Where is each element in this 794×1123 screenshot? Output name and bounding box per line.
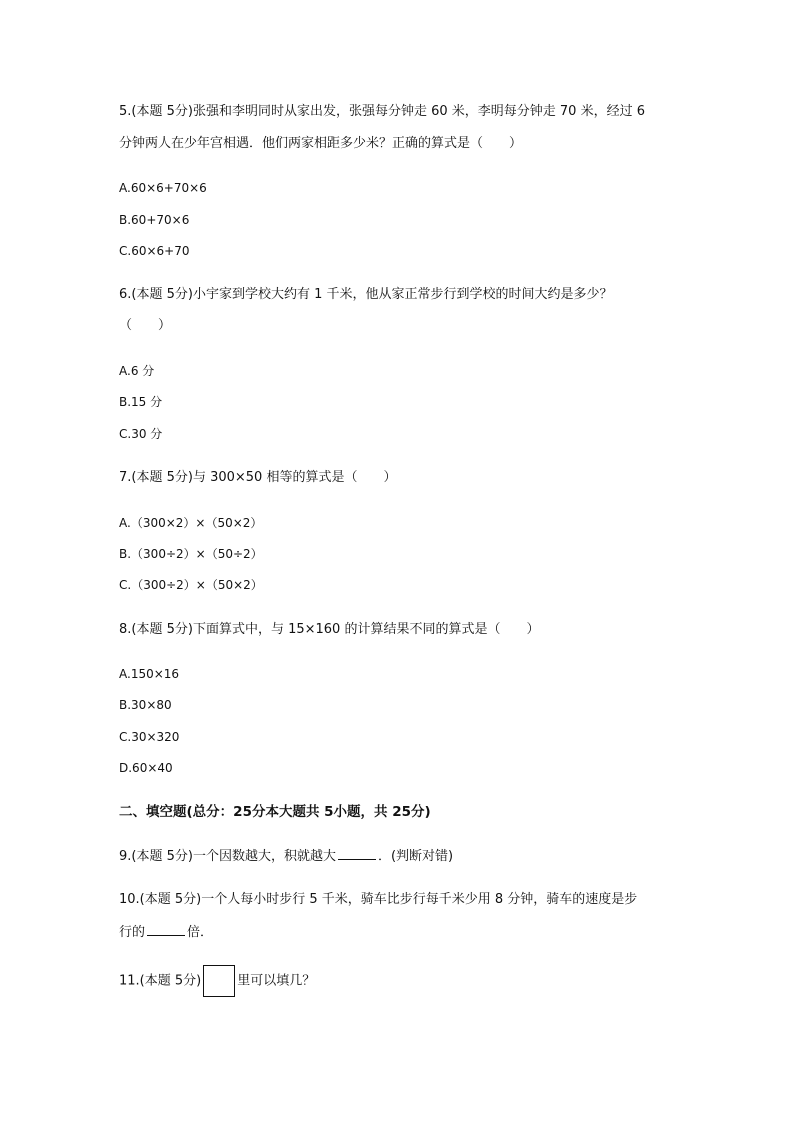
q8-option-a: A.150×16: [119, 667, 180, 681]
q10-text-before: 行的: [119, 925, 146, 940]
q5-option-c: C.60×6+70: [119, 244, 190, 258]
q11-answer-box[interactable]: [203, 965, 235, 997]
q7-option-b: B.（300÷2）×（50÷2）: [119, 547, 263, 561]
q11-text-before: 11.(本题 5分): [119, 973, 202, 989]
q6-option-a: A.6 分: [119, 364, 155, 378]
q10-text-after: 倍．: [187, 925, 214, 940]
q6-line1: 6.(本题 5分)小宇家到学校大约有 1 千米，他从家正常步行到学校的时间大约是多少？: [119, 287, 613, 302]
section2-title: 二、填空题(总分：25分本大题共 5小题，共 25分): [119, 804, 431, 820]
q8-option-c: C.30×320: [119, 730, 180, 744]
q10-line1: 10.(本题 5分)一个人每小时步行 5 千米，骑车比步行每千米少用 8 分钟，骑车的速度是步: [119, 892, 638, 907]
q6-option-c: C.30 分: [119, 427, 163, 441]
q6-option-b: B.15 分: [119, 395, 163, 409]
q5-line1: 5.(本题 5分)张强和李明同时从家出发，张强每分钟走 60 米，李明每分钟走 70 米，经过 6: [119, 104, 645, 119]
q8-option-b: B.30×80: [119, 698, 172, 712]
q10-line2: [119, 924, 213, 941]
q7-option-c: C.（300÷2）×（50×2）: [119, 578, 263, 592]
q7-option-a: A.（300×2）×（50×2）: [119, 516, 263, 530]
q8-line1: 8.(本题 5分)下面算式中，与 15×160 的计算结果不同的算式是（ ）: [119, 622, 540, 637]
q7-line1: 7.(本题 5分)与 300×50 相等的算式是（ ）: [119, 470, 397, 485]
q11-text-after: 里可以填几？: [237, 973, 316, 989]
q9-text-before: 9.(本题 5分)一个因数越大，积就越大: [119, 849, 336, 864]
q8-option-d: D.60×40: [119, 761, 173, 775]
q10-blank[interactable]: [147, 924, 185, 936]
q9-text-after: ．(判断对错): [377, 849, 454, 864]
q5-option-a: A.60×6+70×6: [119, 181, 207, 195]
q5-option-b: B.60+70×6: [119, 213, 190, 227]
q9-line: [119, 848, 453, 865]
q9-blank[interactable]: [338, 848, 376, 860]
q5-line2: 分钟两人在少年宫相遇．他们两家相距多少米？正确的算式是（ ）: [119, 136, 523, 151]
q11-line: [119, 965, 315, 997]
q6-line2: （ ）: [119, 318, 172, 333]
